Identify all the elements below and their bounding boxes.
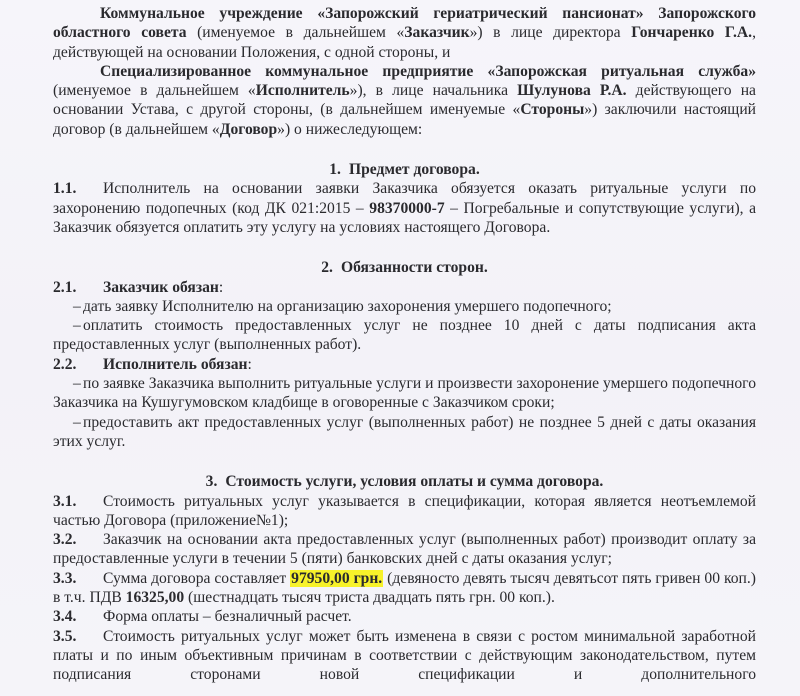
parties-label: Стороны xyxy=(520,101,585,119)
customer-label: Заказчик xyxy=(404,24,470,42)
clause-3-4: 3.4. Форма оплаты – безналичный расчет. xyxy=(53,608,352,626)
contractor-label: Исполнитель xyxy=(255,82,350,100)
dk-code: 98370000-7 xyxy=(369,199,445,217)
head-name: Шулунова Р.А. xyxy=(517,82,627,100)
customer-org-name: Коммунальное учреждение «Запорожский гериатрический пансионат» Запорожского областного совета xyxy=(53,5,756,42)
clause-1-1: 1.1. Исполнитель на основании заявки Заказчика обязуется оказать ритуальные услуги по захоронению подопечных (код ДК 021:2015 – 98370000-7 – Погребальные и сопутствующие услуги), а Заказчик обязуется оплатить эту услугу на условиях настоящего Договора. xyxy=(53,180,756,236)
vat-amount: 16325,00 xyxy=(125,589,185,607)
contractor-org-name: Специализированное коммунальное предприятие «Запорожская ритуальная служба» xyxy=(100,62,756,80)
list-item: – по заявке Заказчика выполнить ритуальные услуги и произвести захоронение умершего подопечного Заказчика на Кушугумовском кладбище в оговоренные с Заказчиком сроки; xyxy=(53,375,756,412)
clause-3-2: 3.2. Заказчик на основании акта предоставленных услуг (выполненных работ) производит оплату за предоставленные услуги в течении 5 (пяти) банковских дней с даты оказания услуг; xyxy=(53,531,756,568)
list-item: – дать заявку Исполнителю на организацию захоронения умершего подопечного; xyxy=(73,297,612,315)
preamble-contractor: Специализированное коммунальное предприятие «Запорожская ритуальная служба» (именуемое в дальнейшем «Исполнитель»), в лице начальника Шулунова Р.А. действующего на основании Устава, с другой стороны, (в дальнейшем именуемые «Стороны») заключили настоящий договор (в дальнейшем «Договор») о нижеследующем: xyxy=(53,62,757,138)
section-1-heading: 1. Предмет договора. xyxy=(329,161,480,179)
contract-label: Договор xyxy=(219,120,278,138)
clause-3-1: 3.1. Стоимость ритуальных услуг указывается в спецификации, которая является неотъемлемой частью Договора (приложение№1); xyxy=(53,492,756,529)
section-3-heading: 3. Стоимость услуги, условия оплаты и сумма договора. xyxy=(205,473,604,491)
director-name: Гончаренко Г.А. xyxy=(631,24,753,42)
clause-3-3: 3.3. Сумма договора составляет 97950,00 грн. (девяносто девять тысяч девятьсот пять гривен 00 коп.) в т.ч. ПДВ 16325,00 (шестнадцать тысяч триста двадцать пять грн. 00 коп.). xyxy=(53,569,756,607)
contract-text xyxy=(53,4,756,685)
clause-3-5: 3.5. Стоимость ритуальных услуг может быть изменена в связи с ростом минимальной заработной платы и по иным объективным причинам в соответствии с действующим законодательством, путем подписания сторонами новой спецификации и дополнительного xyxy=(53,627,756,684)
contract-amount-highlight: 97950,00 грн. xyxy=(291,569,383,587)
list-item: – предоставить акт предоставленных услуг (выполненных работ) не позднее 5 дней с даты оказания этих услуг. xyxy=(53,413,756,450)
preamble-customer: Коммунальное учреждение «Запорожский гериатрический пансионат» Запорожского областного совета (именуемое в дальнейшем «Заказчик») в лице директора Гончаренко Г.А., действующей на основании Положения, с одной стороны, и xyxy=(53,5,756,61)
clause-2-2: 2.2. Исполнитель обязан: xyxy=(53,355,252,373)
clause-2-1: 2.1. Заказчик обязан: xyxy=(53,278,224,296)
section-2-heading: 2. Обязанности сторон. xyxy=(321,259,488,277)
list-item: – оплатить стоимость предоставленных услуг не позднее 10 дней с даты подписания акта предоставленных услуг (выполненных работ). xyxy=(53,317,756,354)
